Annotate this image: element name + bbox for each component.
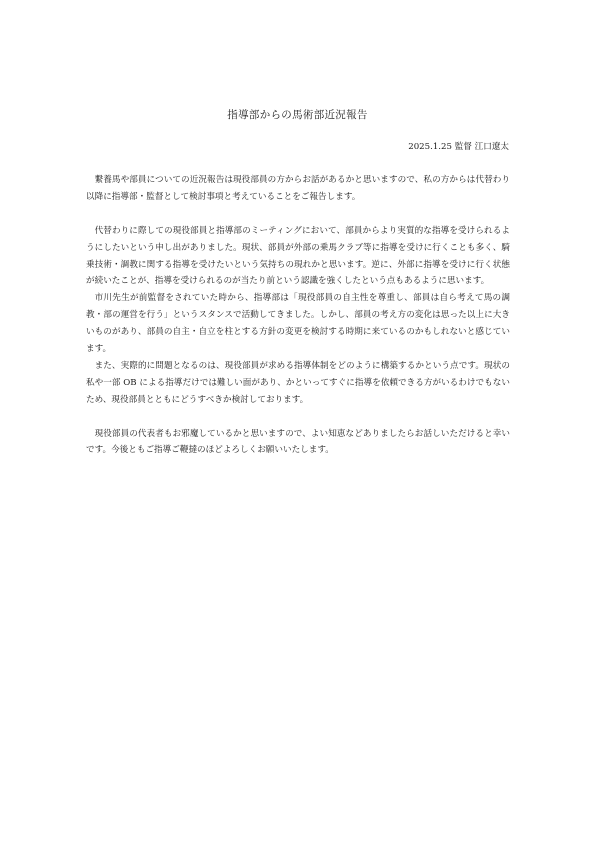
- date-author-line: 2025.1.25 監督 江口遼太: [408, 142, 509, 152]
- document-title: 指導部からの馬術部近況報告: [227, 109, 368, 121]
- paragraph-issue: また、実際的に問題となるのは、現役部員が求める指導体制をどのように構築するかという点です。現状の私や一部 OB による指導だけでは難しい面があり、かといってすぐに指導を依頼できる方がいるわけでもないため、現役部員とともにどうすべきか検討しております。: [86, 360, 510, 405]
- paragraph-intro: 繋養馬や部員についての近況報告は現役部員の方からお話があるかと思いますので、私の方からは代替わり以降に指導部・監督として検討事項と考えていることをご報告します。: [86, 175, 510, 202]
- paragraph-closing: 現役部員の代表者もお邪魔しているかと思いますので、よい知恵などありましたらお話しいただけると幸いです。今後ともご指導ご鞭撻のほどよろしくお願いいたします。: [86, 428, 510, 456]
- paragraph-meeting: 代替わりに際しての現役部員と指導部のミーティングにおいて、部員からより実質的な指導を受けられるようにしたいという申し出がありました。現状、部員が外部の乗馬クラブ等に指導を受けに行くことも多く、騎乗技術・調教に関する指導を受けたいという気持ちの現れかと思います。逆に、外部に指導を受けに行く状態が続いたことが、指導を受けられるのが当たり前という認識を強くしたという点もあるように思います。: [86, 225, 510, 287]
- paragraph-policy: 市川先生が前監督をされていた時から、指導部は「現役部員の自主性を尊重し、部員は自ら考えて馬の調教・部の運営を行う」というスタンスで活動してきました。しかし、部員の考え方の変化は思った以上に大きいものがあり、部員の自主・自立を柱とする方針の変更を検討する時期に来ているのかもしれないと感じています。: [86, 293, 510, 355]
- document-body: [86, 172, 510, 459]
